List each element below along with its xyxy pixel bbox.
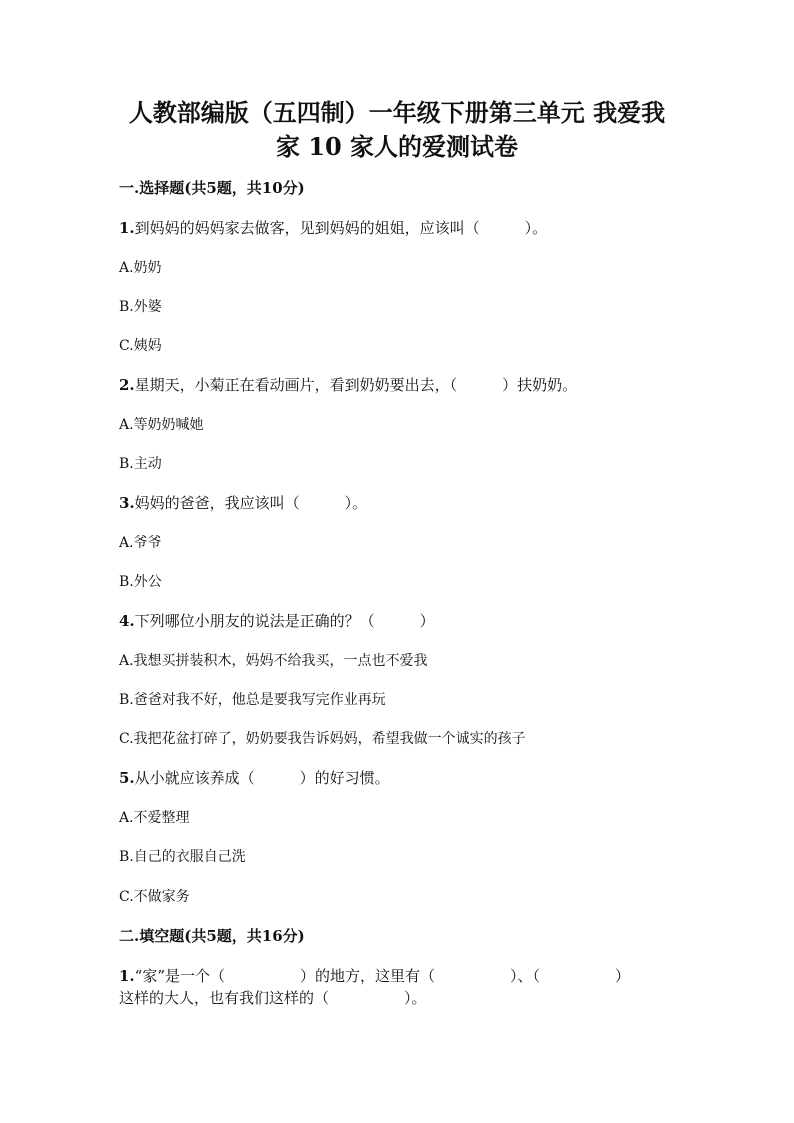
question-number: 1. [119,219,135,237]
question-number: 1. [119,967,135,985]
section-heading-multiple-choice: 一.选择题(共5题，共10分) [119,179,305,197]
section-heading-fill-in: 二.填空题(共5题，共16分) [119,927,305,945]
question-3-option-a: A.爷爷 [119,535,162,551]
question-text: 妈妈的爸爸，我应该叫（ ）。 [134,494,368,512]
question-2 [119,375,577,395]
question-text: 星期天，小菊正在看动画片，看到奶奶要出去，（ ）扶奶奶。 [134,376,578,394]
question-text: “家”是一个（ ）的地方，这里有（ ）、（ ） [134,967,631,985]
question-3-option-b: B.外公 [119,574,162,590]
question-5-option-c: C.不做家务 [119,889,190,905]
fill-question-1-line-1 [119,966,630,986]
question-5-option-a: A.不爱整理 [119,810,190,826]
question-1-option-b: B.外婆 [119,299,162,315]
question-1-option-c: C.姨妈 [119,338,162,354]
question-4-option-a: A.我想买拼装积木，妈妈不给我买，一点也不爱我 [119,653,428,669]
question-text: 从小就应该养成（ ）的好习惯。 [134,769,390,787]
question-1-option-a: A.奶奶 [119,260,162,276]
question-number: 5. [119,769,135,787]
fill-question-1-line-2: 这样的大人，也有我们这样的（ ）。 [119,989,427,1007]
question-2-option-a: A.等奶奶喊她 [119,417,204,433]
question-5-option-b: B.自己的衣服自己洗 [119,849,246,865]
question-number: 2. [119,376,135,394]
question-4-option-b: B.爸爸对我不好，他总是要我写完作业再玩 [119,692,386,708]
question-number: 4. [119,612,135,630]
document-title-line-2: 家 10 家人的爱测试卷 [275,132,519,161]
question-3 [119,493,367,513]
question-5 [119,768,390,788]
document-title-line-1: 人教部编版（五四制）一年级下册第三单元 我爱我 [128,98,666,127]
question-4 [119,611,435,631]
question-4-option-c: C.我把花盆打碎了，奶奶要我告诉妈妈，希望我做一个诚实的孩子 [119,731,526,747]
question-1 [119,218,547,238]
question-2-option-b: B.主动 [119,456,162,472]
question-text: 到妈妈的妈妈家去做客，见到妈妈的姐姐，应该叫（ ）。 [134,219,548,237]
question-text: 下列哪位小朋友的说法是正确的？（ ） [134,612,435,630]
question-number: 3. [119,494,135,512]
